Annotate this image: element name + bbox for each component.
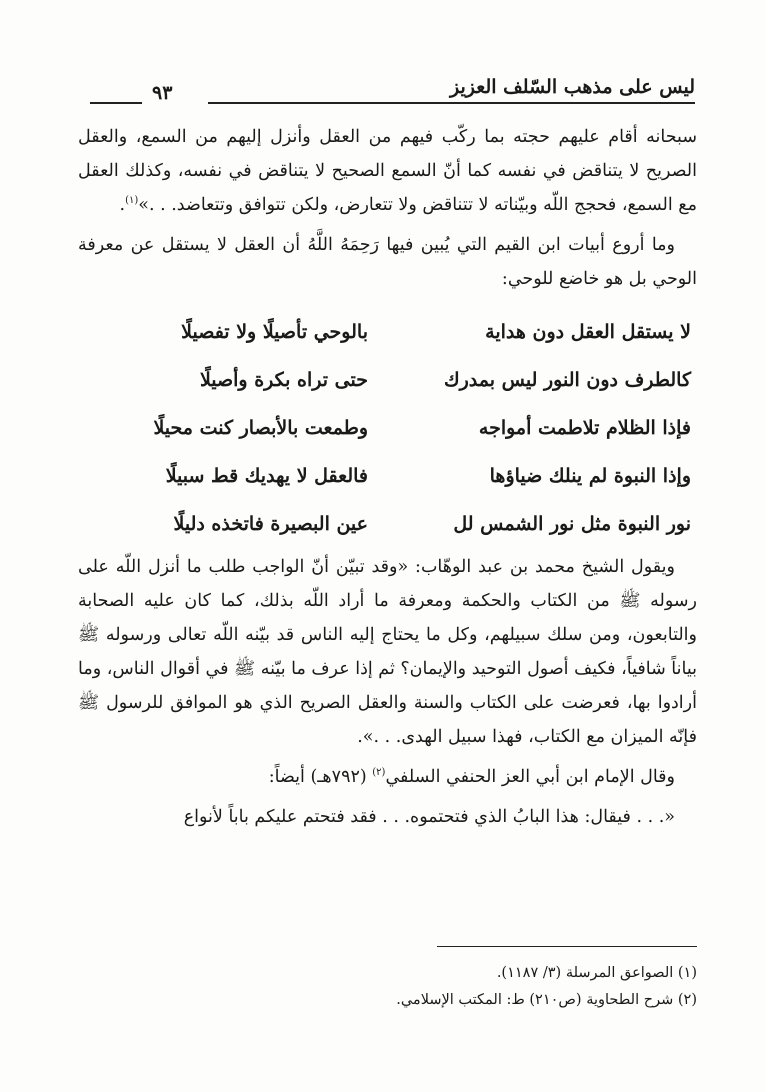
verse-second-hemistich: بالوحي تأصيلًا ولا تفصيلًا xyxy=(181,321,368,343)
paragraph-quote-continuation: سبحانه أقام عليهم حجته بما ركّب فيهم من العقل وأنزل إليهم من السمع، والعقل الصريح لا يتناقض في نفسه كما أنّ السمع الصحيح لا يتناقض في نفسه، وكذلك العقل مع السمع، فحجج اللّه وبيّناته لا تتناقض ولا تتعارض، ولكن تتوافق وتتعاضد. . .»$^{(١)}$. xyxy=(78,127,697,215)
verse-second-hemistich: حتى تراه بكرة وأصيلًا xyxy=(199,369,368,391)
footnote-ref-1: (١) xyxy=(125,195,139,207)
footnotes xyxy=(78,960,697,1014)
verse-first-hemistich: نور النبوة مثل نور الشمس لل xyxy=(453,513,691,535)
page-body xyxy=(78,120,697,834)
paragraph-ibn-abi-al-izz: وقال الإمام ابن أبي العز الحنفي السلفي$^{(٢)}$ (٧٩٢هـ) أيضاً: xyxy=(268,767,675,787)
paragraph-quote-start: «. . . فيقال: هذا البابُ الذي فتحتموه. . . فقد فتحتم عليكم باباً لأنواع xyxy=(183,807,675,827)
verse-first-hemistich: كالطرف دون النور ليس بمدرك xyxy=(443,369,691,391)
poem-verse xyxy=(78,404,691,452)
footnote-2: (٢) شرح الطحاوية (ص٢١٠) ط: المكتب الإسلامي. xyxy=(396,992,697,1008)
footnote-separator xyxy=(437,946,697,947)
footnote-1: (١) الصواعق المرسلة (٣/ ١١٨٧). xyxy=(496,965,697,981)
paragraph-ibn-abd-al-wahhab: ويقول الشيخ محمد بن عبد الوهّاب: «وقد تبيّن أنّ الواجب طلب ما أنزل اللّه على رسوله ﷺ من الكتاب والحكمة ومعرفة ما أراد اللّه بذلك، كما كان عليه الصحابة والتابعون، ومن سلك سبيلهم، وكل ما يحتاج إليه الناس قد بيّنه اللّه تعالى ورسوله ﷺ بياناً شافياً، فكيف أصول التوحيد والإيمان؟ ثم إذا عرف ما بيّنه ﷺ في أقوال الناس، وما أرادوا بها، فعرضت على الكتاب والسنة والعقل الصريح الذي هو الموافق للرسول ﷺ فإنّه الميزان مع الكتاب، فهذا سبيل الهدى. . .». xyxy=(78,557,697,747)
verse-first-hemistich: وإذا النبوة لم ينلك ضياؤها xyxy=(489,465,691,487)
running-title: ليس على مذهب السّلف العزيز xyxy=(450,76,695,98)
poem-verse xyxy=(78,356,691,404)
verse-second-hemistich: عين البصيرة فاتخذه دليلًا xyxy=(173,513,368,535)
verse-second-hemistich: فالعقل لا يهديك قط سبيلًا xyxy=(165,465,368,487)
page-number: ٩٣ xyxy=(152,82,173,104)
poem xyxy=(78,308,691,548)
poem-verse xyxy=(78,500,691,548)
paragraph-intro-poem: وما أروع أبيات ابن القيم التي يُبين فيها رَحِمَهُ اللَّهُ أن العقل لا يستقل عن معرفة الوحي بل هو خاضع للوحي: xyxy=(78,235,697,289)
verse-first-hemistich: لا يستقل العقل دون هداية xyxy=(485,321,691,343)
poem-verse xyxy=(78,452,691,500)
page-header xyxy=(90,76,695,102)
footnote-ref-2: (٢) xyxy=(372,767,386,779)
verse-first-hemistich: فإذا الظلام تلاطمت أمواجه xyxy=(478,417,691,439)
poem-verse xyxy=(78,308,691,356)
header-rule-short xyxy=(90,102,142,104)
header-rule xyxy=(208,102,695,104)
verse-second-hemistich: وطمعت بالأبصار كنت محيلًا xyxy=(153,417,368,439)
